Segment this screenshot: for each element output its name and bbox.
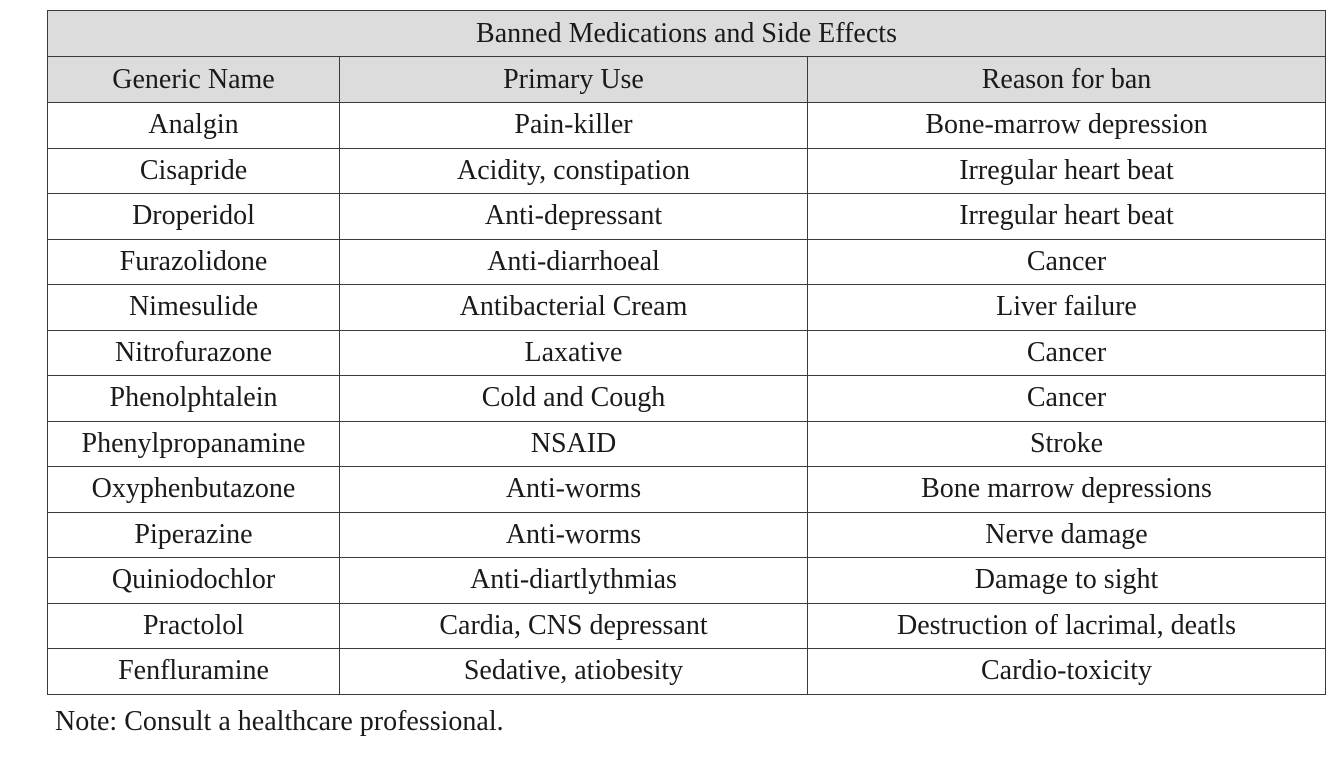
generic-name-cell: Droperidol (48, 194, 340, 240)
primary-use-cell: Antibacterial Cream (340, 285, 808, 331)
table-row (48, 194, 1326, 240)
primary-use-cell: Anti-depressant (340, 194, 808, 240)
reason-for-ban-cell: Cardio-toxicity (808, 649, 1326, 695)
table-row (48, 376, 1326, 422)
reason-for-ban-cell: Cancer (808, 330, 1326, 376)
reason-for-ban-cell: Destruction of lacrimal, deatls (808, 603, 1326, 649)
primary-use-cell: Cardia, CNS depressant (340, 603, 808, 649)
primary-use-cell: Anti-worms (340, 512, 808, 558)
column-header-reason-for-ban: Reason for ban (808, 57, 1326, 103)
primary-use-cell: Sedative, atiobesity (340, 649, 808, 695)
generic-name-cell: Practolol (48, 603, 340, 649)
reason-for-ban-cell: Liver failure (808, 285, 1326, 331)
table-header-row (48, 57, 1326, 103)
table-row (48, 512, 1326, 558)
primary-use-cell: Anti-diarrhoeal (340, 239, 808, 285)
generic-name-cell: Analgin (48, 103, 340, 149)
table-row (48, 103, 1326, 149)
primary-use-cell: Pain-killer (340, 103, 808, 149)
generic-name-cell: Phenolphtalein (48, 376, 340, 422)
generic-name-cell: Nitrofurazone (48, 330, 340, 376)
banned-medications-table (47, 10, 1326, 695)
primary-use-cell: Cold and Cough (340, 376, 808, 422)
generic-name-cell: Nimesulide (48, 285, 340, 331)
generic-name-cell: Oxyphenbutazone (48, 467, 340, 513)
table-row (48, 603, 1326, 649)
primary-use-cell: Anti-worms (340, 467, 808, 513)
reason-for-ban-cell: Nerve damage (808, 512, 1326, 558)
table-row (48, 558, 1326, 604)
reason-for-ban-cell: Irregular heart beat (808, 148, 1326, 194)
table-body (48, 103, 1326, 695)
reason-for-ban-cell: Damage to sight (808, 558, 1326, 604)
generic-name-cell: Fenfluramine (48, 649, 340, 695)
medications-table-container (47, 10, 1325, 695)
reason-for-ban-cell: Irregular heart beat (808, 194, 1326, 240)
generic-name-cell: Phenylpropanamine (48, 421, 340, 467)
footnote: Note: Consult a healthcare professional. (55, 706, 504, 737)
generic-name-cell: Cisapride (48, 148, 340, 194)
reason-for-ban-cell: Cancer (808, 239, 1326, 285)
table-row (48, 330, 1326, 376)
primary-use-cell: Acidity, constipation (340, 148, 808, 194)
reason-for-ban-cell: Cancer (808, 376, 1326, 422)
table-row (48, 467, 1326, 513)
table-row (48, 649, 1326, 695)
reason-for-ban-cell: Bone-marrow depression (808, 103, 1326, 149)
reason-for-ban-cell: Stroke (808, 421, 1326, 467)
primary-use-cell: Anti-diartlythmias (340, 558, 808, 604)
table-row (48, 421, 1326, 467)
generic-name-cell: Furazolidone (48, 239, 340, 285)
table-row (48, 285, 1326, 331)
primary-use-cell: Laxative (340, 330, 808, 376)
table-title-row (48, 11, 1326, 57)
table-row (48, 239, 1326, 285)
table-title: Banned Medications and Side Effects (48, 11, 1326, 57)
reason-for-ban-cell: Bone marrow depressions (808, 467, 1326, 513)
column-header-generic-name: Generic Name (48, 57, 340, 103)
primary-use-cell: NSAID (340, 421, 808, 467)
generic-name-cell: Quiniodochlor (48, 558, 340, 604)
table-row (48, 148, 1326, 194)
column-header-primary-use: Primary Use (340, 57, 808, 103)
generic-name-cell: Piperazine (48, 512, 340, 558)
